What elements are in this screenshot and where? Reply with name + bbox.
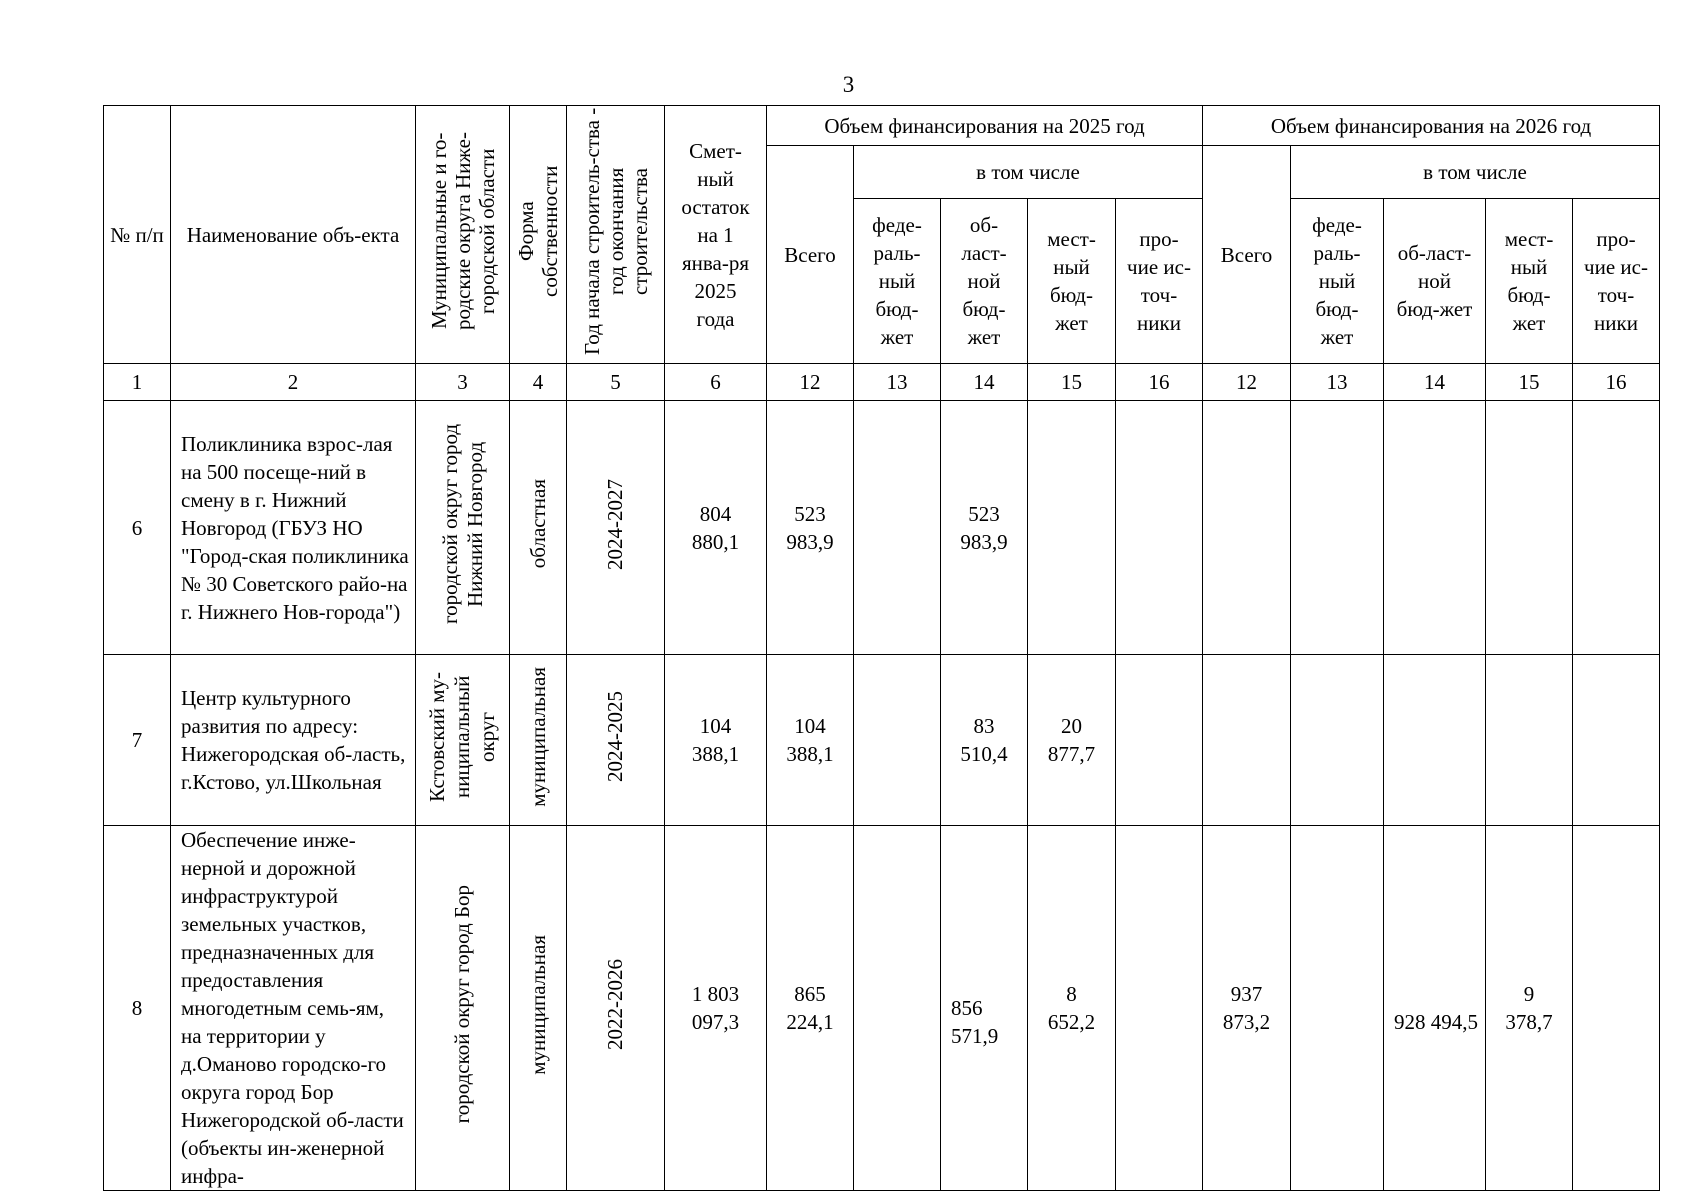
y2026-other-value xyxy=(1573,401,1660,655)
header-remainder: Смет-ный остаток на 1 янва-ря 2025 года xyxy=(665,106,767,364)
header-2025-federal: феде-раль-ный бюд-жет xyxy=(854,199,941,364)
column-index: 4 xyxy=(510,364,567,401)
y2025-local-value: 20 877,7 xyxy=(1028,655,1116,826)
header-2025-local: мест-ный бюд-жет xyxy=(1028,199,1116,364)
column-index: 12 xyxy=(1203,364,1291,401)
header-ownership-text: Форма собственности xyxy=(514,165,562,297)
column-index: 12 xyxy=(767,364,854,401)
header-2026-total: Всего xyxy=(1203,146,1291,364)
header-2026-local: мест-ный бюд-жет xyxy=(1486,199,1573,364)
column-index: 14 xyxy=(1384,364,1486,401)
header-2025-regional: об-ласт-ной бюд-жет xyxy=(941,199,1028,364)
y2025-local-value xyxy=(1028,401,1116,655)
column-index: 16 xyxy=(1116,364,1203,401)
remainder-value: 804 880,1 xyxy=(665,401,767,655)
y2025-other-value xyxy=(1116,401,1203,655)
header-years-text: Год начала строитель-ства - год окончания строительства xyxy=(579,107,652,355)
years-cell xyxy=(567,826,665,1191)
ownership-text: муниципальная xyxy=(525,666,550,807)
y2026-other-value xyxy=(1573,655,1660,826)
ownership-cell xyxy=(510,826,567,1191)
ownership-cell xyxy=(510,401,567,655)
header-2026-regional: об-ласт-ной бюд-жет xyxy=(1384,199,1486,364)
column-index: 3 xyxy=(416,364,510,401)
municipality-text: городской округ город Бор xyxy=(450,885,474,1124)
column-index: 1 xyxy=(104,364,171,401)
remainder-value: 104 388,1 xyxy=(665,655,767,826)
y2026-regional-value: 928 494,5 xyxy=(1384,826,1486,1191)
column-index: 5 xyxy=(567,364,665,401)
y2026-total-value xyxy=(1203,655,1291,826)
column-index: 15 xyxy=(1028,364,1116,401)
object-name: Поликлиника взрос-лая на 500 посеще-ний в смену в г. Нижний Новгород (ГБУЗ НО "Город-ская поликлиника № 30 Советского райо-на г. Нижнего Нов-города") xyxy=(171,401,416,655)
y2025-other-value xyxy=(1116,655,1203,826)
years-cell xyxy=(567,655,665,826)
y2025-regional-value: 83 510,4 xyxy=(941,655,1028,826)
y2026-federal-value xyxy=(1291,655,1384,826)
row-num: 8 xyxy=(104,826,171,1191)
municipality-text: городской округ город Нижний Новгород xyxy=(437,423,487,625)
municipality-cell xyxy=(416,826,510,1191)
y2026-other-value xyxy=(1573,826,1660,1191)
y2025-total-value: 865 224,1 xyxy=(767,826,854,1191)
header-2025-other: про-чие ис-точ-ники xyxy=(1116,199,1203,364)
y2026-federal-value xyxy=(1291,826,1384,1191)
column-index: 15 xyxy=(1486,364,1573,401)
column-index-row xyxy=(104,364,1660,401)
y2026-local-value: 9 378,7 xyxy=(1486,826,1573,1191)
table-row xyxy=(104,826,1660,1191)
y2026-total-value xyxy=(1203,401,1291,655)
y2025-other-value xyxy=(1116,826,1203,1191)
y2026-local-value xyxy=(1486,401,1573,655)
header-2025-including: в том числе xyxy=(854,146,1203,199)
y2025-regional-value: 856 571,9 xyxy=(941,826,1028,1191)
table-header xyxy=(104,106,1660,401)
column-index: 14 xyxy=(941,364,1028,401)
column-index: 13 xyxy=(854,364,941,401)
remainder-value: 1 803 097,3 xyxy=(665,826,767,1191)
ownership-text: областная xyxy=(525,479,550,569)
y2026-regional-value xyxy=(1384,655,1486,826)
header-fin-2025: Объем финансирования на 2025 год xyxy=(767,106,1203,146)
years-cell xyxy=(567,401,665,655)
table-row xyxy=(104,401,1660,655)
financing-table xyxy=(103,105,1660,1191)
municipality-text: Кстовский му-ниципальный округ xyxy=(425,671,499,802)
object-name: Центр культурного развития по адресу: Нижегородская об-ласть, г.Кстово, ул.Школьная xyxy=(171,655,416,826)
municipality-cell xyxy=(416,655,510,826)
ownership-cell xyxy=(510,655,567,826)
y2026-regional-value xyxy=(1384,401,1486,655)
header-2026-including: в том числе xyxy=(1291,146,1660,199)
column-index: 6 xyxy=(665,364,767,401)
header-ownership xyxy=(510,106,567,364)
column-index: 13 xyxy=(1291,364,1384,401)
row-num: 7 xyxy=(104,655,171,826)
y2025-regional-value: 523 983,9 xyxy=(941,401,1028,655)
y2026-federal-value xyxy=(1291,401,1384,655)
years-text: 2024-2025 xyxy=(603,691,627,782)
row-num: 6 xyxy=(104,401,171,655)
y2025-local-value: 8 652,2 xyxy=(1028,826,1116,1191)
page-number: 3 xyxy=(842,72,855,97)
y2025-federal-value xyxy=(854,826,941,1191)
y2025-total-value: 523 983,9 xyxy=(767,401,854,655)
table-row xyxy=(104,655,1660,826)
y2025-federal-value xyxy=(854,655,941,826)
y2025-federal-value xyxy=(854,401,941,655)
ownership-text: муниципальная xyxy=(525,934,550,1075)
y2025-total-value: 104 388,1 xyxy=(767,655,854,826)
header-municipality-text: Муниципальные и го-родские округа Ниже-городской области xyxy=(426,132,499,330)
table-body xyxy=(104,401,1660,1191)
header-name: Наименование объ-екта xyxy=(171,106,416,364)
object-name: Обеспечение инже-нерной и дорожной инфраструктурой земельных участков, предназначенных для предоставления многодетным семь-ям, на территории у д.Оманово городско-го округа город Бор Нижегородской об-ласти (объекты ин-женерной инфра- xyxy=(171,826,416,1191)
header-fin-2026: Объем финансирования на 2026 год xyxy=(1203,106,1660,146)
column-index: 16 xyxy=(1573,364,1660,401)
header-years xyxy=(567,106,665,364)
y2026-local-value xyxy=(1486,655,1573,826)
column-index: 2 xyxy=(171,364,416,401)
header-2025-total: Всего xyxy=(767,146,854,364)
years-text: 2024-2027 xyxy=(603,478,627,570)
header-2026-federal: феде-раль-ный бюд-жет xyxy=(1291,199,1384,364)
municipality-cell xyxy=(416,401,510,655)
header-2026-other: про-чие ис-точ-ники xyxy=(1573,199,1660,364)
header-municipality xyxy=(416,106,510,364)
y2026-total-value: 937 873,2 xyxy=(1203,826,1291,1191)
header-num: № п/п xyxy=(104,106,171,364)
years-text: 2022-2026 xyxy=(603,959,627,1050)
